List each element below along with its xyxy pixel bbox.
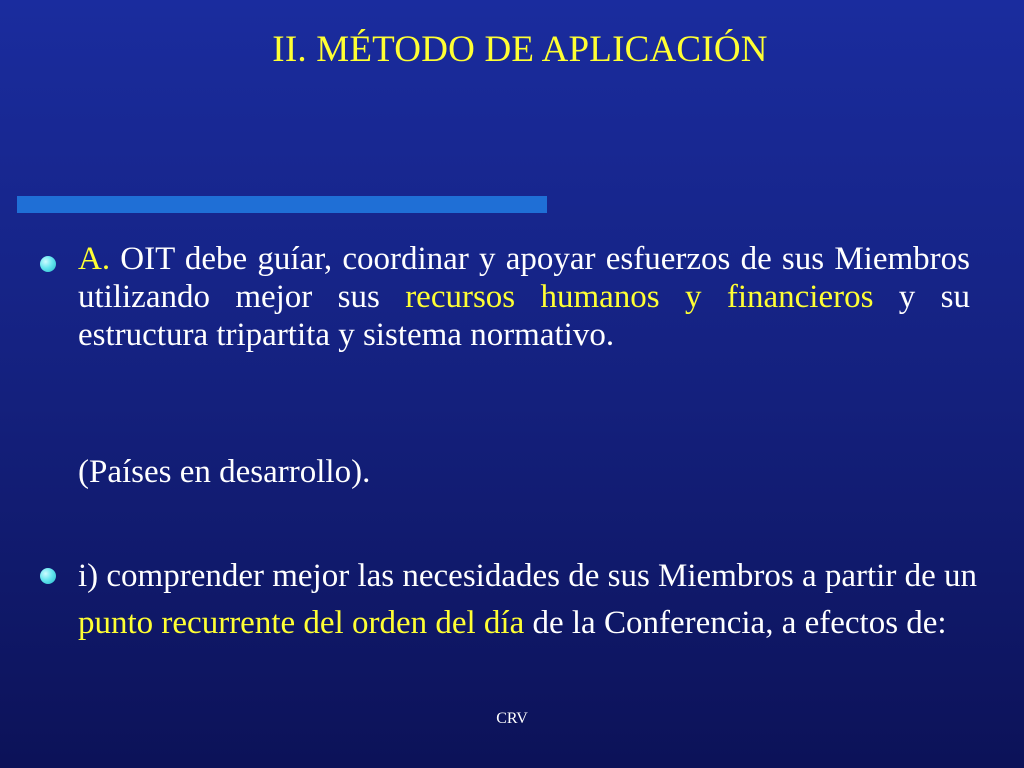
bullet-i-text-end: de la Conferencia, a efectos de: <box>524 605 947 641</box>
slide-footer: CRV <box>496 710 528 727</box>
bullet-dot-icon <box>40 256 56 272</box>
bullet-a-highlight: recursos humanos y financieros <box>405 279 874 315</box>
title-divider-bar <box>17 196 547 213</box>
bullet-i-text-start: i) comprender mejor las necesidades de sus Miembros a partir de un <box>78 558 977 594</box>
bullet-i-highlight: punto recurrente del orden del día <box>78 605 525 641</box>
developing-countries-note: (Países en desarrollo). <box>78 454 371 490</box>
bullet-a-paragraph <box>78 240 970 354</box>
slide-title: II. MÉTODO DE APLICACIÓN <box>272 29 768 70</box>
bullet-a-text-start: OIT debe guíar, coordinar y apoyar esfuerzos de sus Miembros utilizando mejor sus <box>78 241 970 315</box>
bullet-i-paragraph <box>78 553 978 647</box>
bullet-a-text-end: y su estructura tripartita y sistema normativo. <box>78 279 970 353</box>
bullet-dot-icon <box>40 568 56 584</box>
bullet-a-label: A. <box>78 241 111 277</box>
